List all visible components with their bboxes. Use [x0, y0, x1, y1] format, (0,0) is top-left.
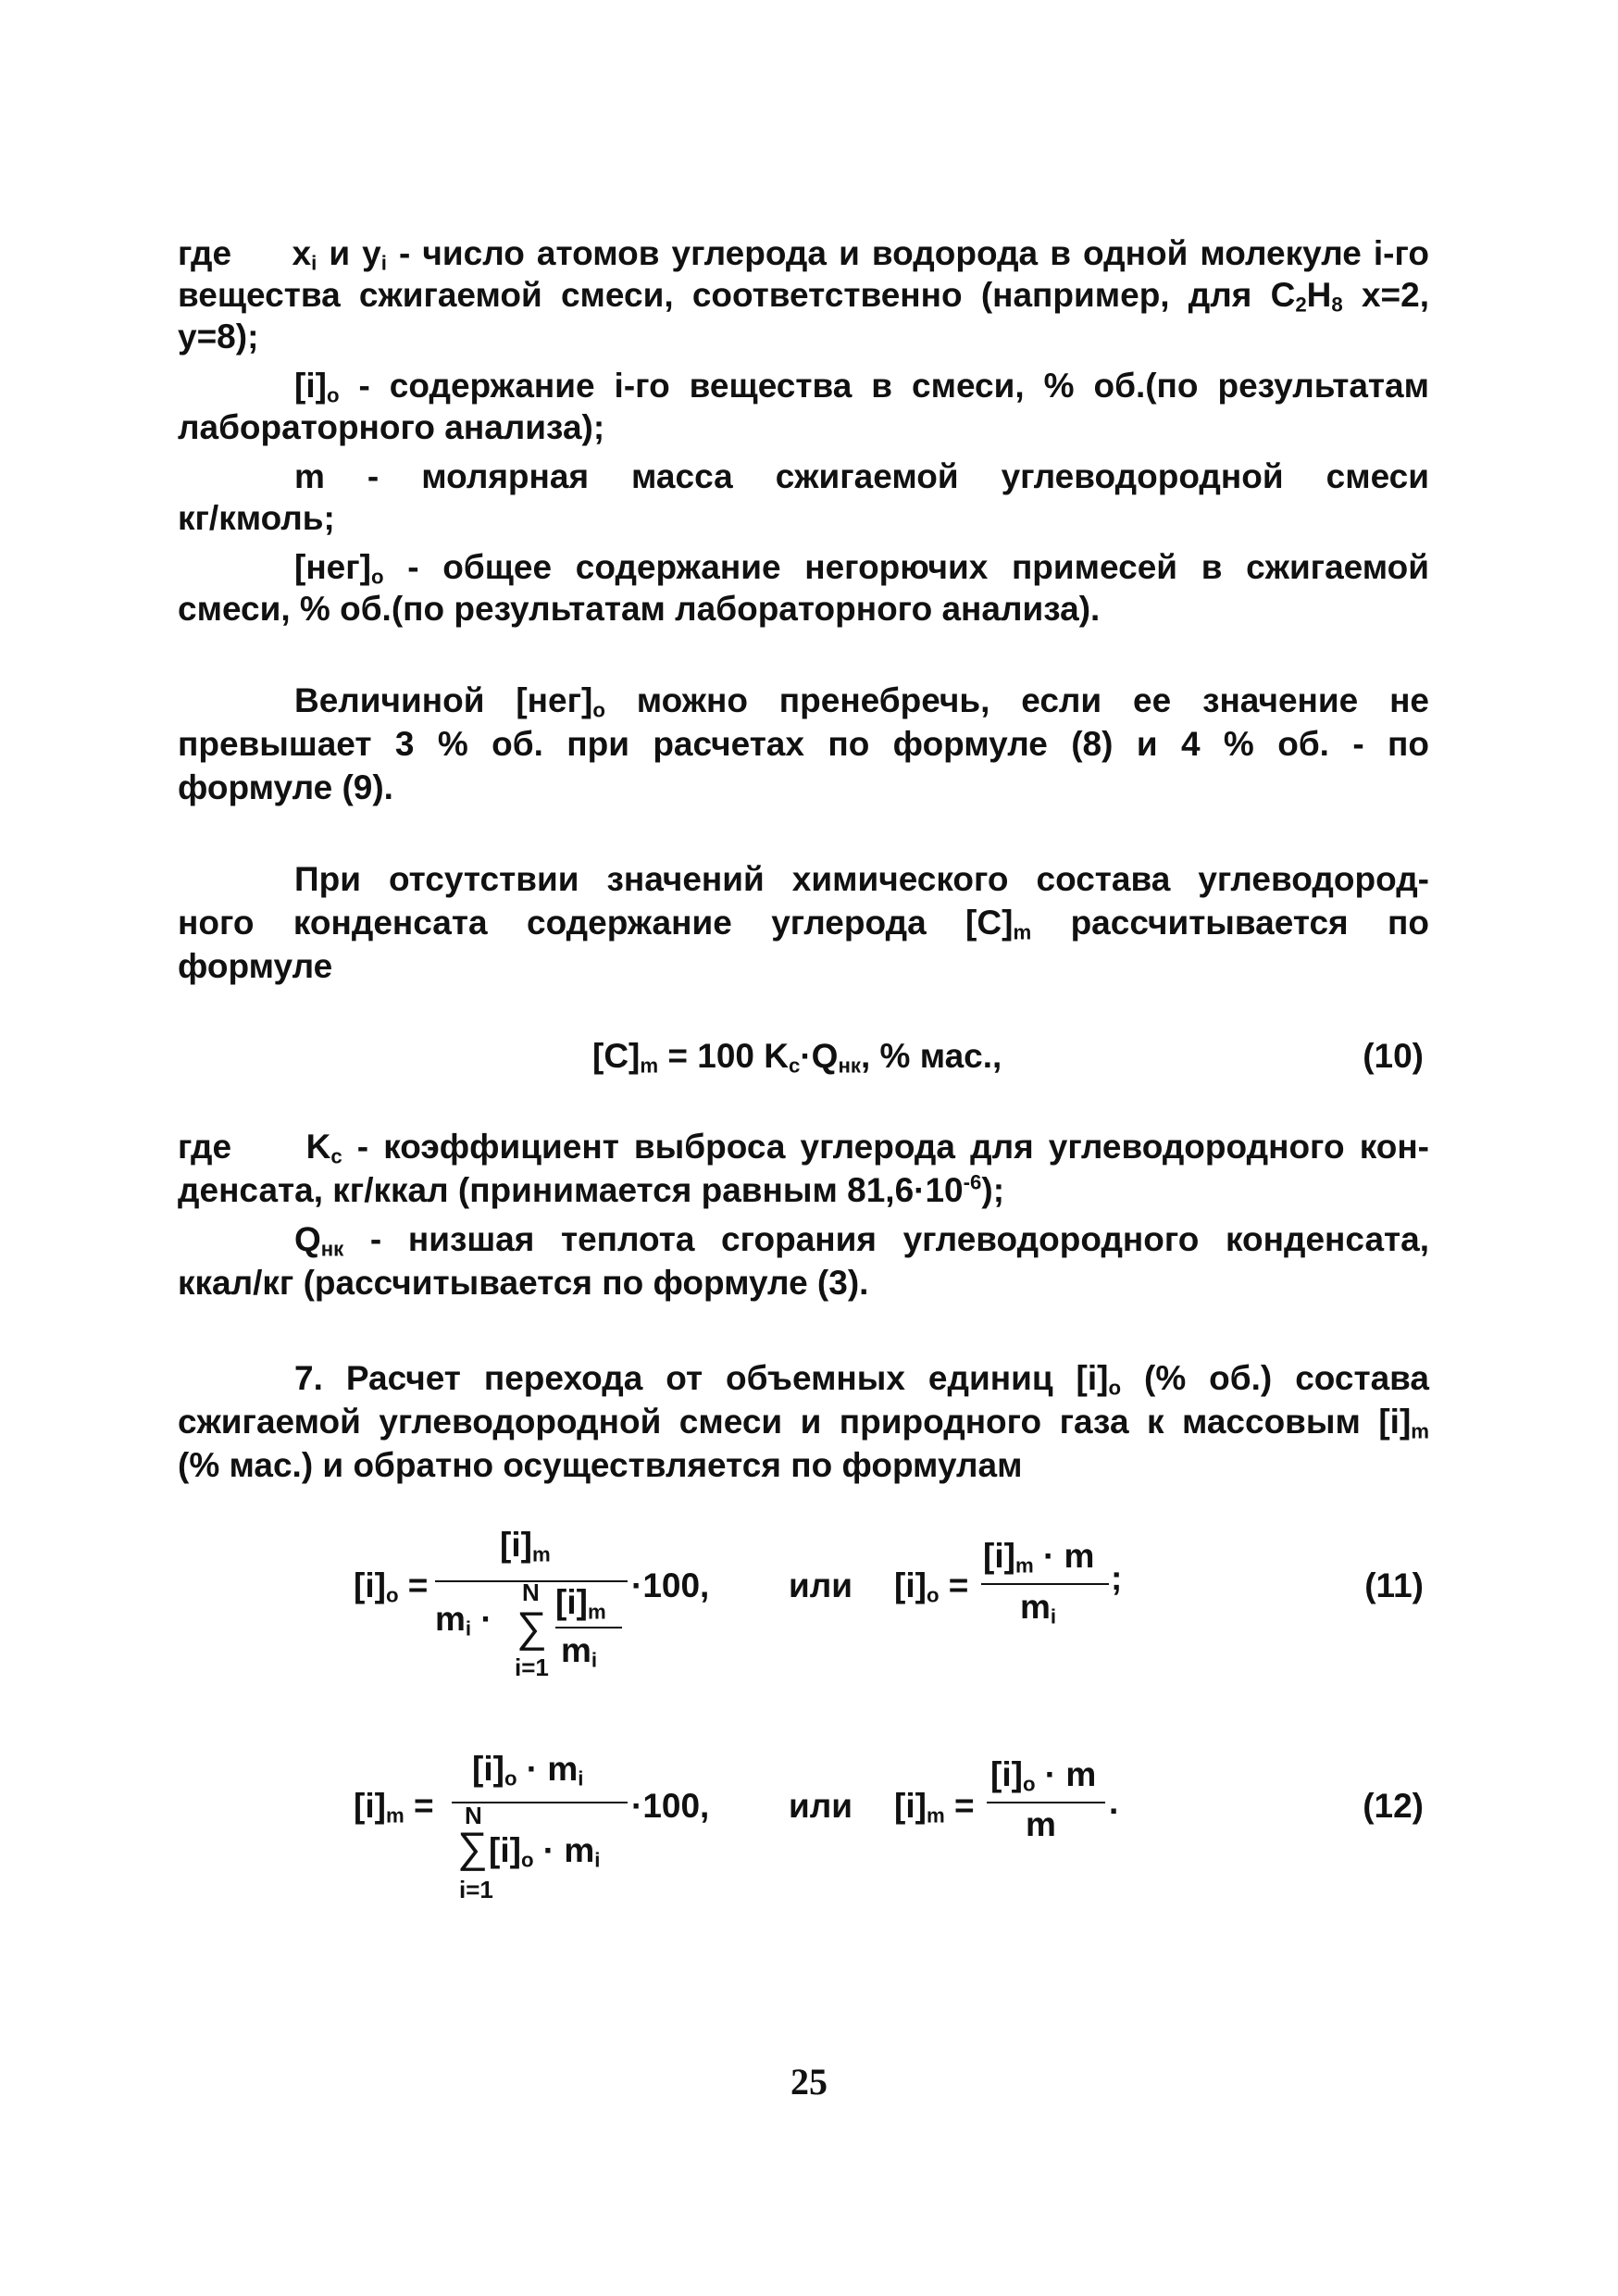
- equation-10: [592, 1037, 1002, 1079]
- def-xy-line-2: [178, 275, 1429, 318]
- eq11-rhs-lhs: [894, 1566, 968, 1608]
- sub-m: m: [385, 1803, 404, 1828]
- var-m: · m: [533, 1831, 595, 1869]
- sub: 2: [1295, 293, 1307, 317]
- def-text: x=2,: [1342, 276, 1429, 314]
- var-i: [i]: [489, 1831, 521, 1869]
- var-i: [i]: [472, 1750, 504, 1788]
- word-or: или: [789, 1787, 853, 1825]
- sub-i: i: [578, 1766, 584, 1791]
- eq-text: = 100 K: [658, 1037, 790, 1075]
- sub-m: m: [1013, 920, 1032, 944]
- sub-o: o: [504, 1766, 517, 1791]
- p3-line-2: [178, 903, 1429, 945]
- def-xy-line-3: y=8);: [178, 318, 259, 356]
- sub-m: m: [531, 1542, 551, 1566]
- p2-line-3: формуле (9).: [178, 768, 393, 806]
- eq11-inner-bar: [555, 1627, 622, 1628]
- eq11-rhs-bar: [981, 1583, 1109, 1585]
- eq11-den-m: [435, 1600, 492, 1641]
- var-m: · m: [1035, 1755, 1097, 1793]
- sub-m: m: [640, 1054, 659, 1078]
- period: .: [1109, 1783, 1119, 1821]
- var-i: [i]: [354, 1787, 386, 1825]
- sub-o: o: [592, 698, 605, 722]
- p5-line-1: [294, 1358, 1429, 1401]
- sub-i: i: [380, 251, 387, 275]
- eq12-rhs-bar: [987, 1802, 1105, 1803]
- semicolon: ;: [1111, 1559, 1123, 1597]
- eq12-denominator: [489, 1831, 600, 1873]
- chem-h: H: [1306, 276, 1332, 314]
- eq11-numerator: [500, 1526, 551, 1567]
- dot-operator: ·: [480, 1600, 492, 1638]
- var-i: [i]: [294, 367, 327, 405]
- var-i: [i]: [983, 1537, 1015, 1575]
- p4-line-2: [178, 1170, 1429, 1211]
- sub-o: o: [326, 383, 340, 407]
- sub-c: c: [330, 1144, 342, 1168]
- var-i: [i]: [555, 1583, 588, 1621]
- var-m: · m: [1033, 1537, 1095, 1575]
- sub-m: m: [587, 1600, 606, 1624]
- def-xy-line-1: [178, 233, 1429, 276]
- equals-sign: =: [407, 1566, 429, 1604]
- def-io-line-1: [294, 366, 1429, 408]
- var-q: Q: [294, 1220, 321, 1258]
- equals-sign: =: [948, 1566, 969, 1604]
- word-gde: где: [178, 1128, 232, 1166]
- def-text: - низшая теплота сгорания углеводородного конденсата,: [343, 1220, 1429, 1258]
- var-m: · m: [517, 1750, 579, 1788]
- def-neg-line-2: смеси, % об.(по результатам лабораторного анализа).: [178, 590, 1101, 628]
- sub-i: i: [465, 1616, 472, 1641]
- def-text: вещества сжигаемой смеси, соответственно (например, для C: [178, 276, 1296, 314]
- sub-o: o: [520, 1848, 534, 1872]
- sub-o: o: [385, 1583, 399, 1607]
- sum-upper-limit: N: [522, 1578, 540, 1606]
- def-text: );: [981, 1171, 1005, 1209]
- eq11-lhs: [354, 1566, 428, 1608]
- sum-lower-limit: i=1: [515, 1653, 549, 1681]
- eq-text: ·Q: [800, 1037, 839, 1075]
- def-text: - содержание i-го вещества в смеси, % об.(по результатам: [339, 367, 1429, 405]
- def-text: - общее содержание негорючих примесей в сжигаемой: [383, 548, 1429, 586]
- sum-upper-limit: N: [465, 1802, 482, 1829]
- var-c: [C]: [592, 1037, 641, 1075]
- def-m-line-1: m - молярная масса сжигаемой углеводородной смеси: [294, 457, 1429, 495]
- equation-number-10: (10): [1363, 1037, 1424, 1075]
- var-i: [i]: [894, 1566, 927, 1604]
- var-i: [i]: [990, 1755, 1023, 1793]
- text: можно пренебречь, если ее значение не: [604, 681, 1429, 719]
- text: (% об.) состава: [1121, 1359, 1429, 1397]
- p3-line-3: формуле: [178, 947, 333, 985]
- eq11-rhs-num: [983, 1537, 1094, 1578]
- sigma-symbol: ∑: [517, 1603, 547, 1651]
- var-i: [i]: [894, 1787, 927, 1825]
- def-m-line-2: кг/кмоль;: [178, 499, 335, 537]
- text: рассчитывается по: [1031, 904, 1429, 942]
- p2-line-2: превышает 3 % об. при расчетах по формуле (8) и 4 % об. - по: [178, 725, 1429, 763]
- p4-line-3: [294, 1219, 1429, 1262]
- var-k: K: [305, 1128, 331, 1166]
- word-gde: где: [178, 234, 232, 272]
- var-i: [i]: [354, 1566, 386, 1604]
- sum-lower-limit: i=1: [459, 1876, 493, 1903]
- eq12-rhs-lhs: [894, 1787, 975, 1828]
- eq11-times-100: ·100,: [631, 1566, 710, 1604]
- eq11-inner-num: [555, 1583, 606, 1625]
- text: ного конденсата содержание углерода [C]: [178, 904, 1014, 942]
- sub-o: o: [1022, 1772, 1036, 1796]
- p3-line-1: При отсутствии значений химического состава углеводород-: [294, 860, 1429, 898]
- exponent: -6: [963, 1170, 982, 1194]
- var-x: x: [292, 234, 312, 272]
- text: сжигаемой углеводородной смеси и природного газа к массовым [i]: [178, 1403, 1412, 1441]
- sub-o: o: [926, 1583, 940, 1607]
- sub-i: i: [591, 1648, 598, 1672]
- var-m: m: [435, 1600, 466, 1638]
- var-m: m: [1026, 1805, 1056, 1843]
- sub: 8: [1331, 293, 1343, 317]
- def-text: - число атомов углерода и водорода в одной молекуле i-го: [386, 234, 1429, 272]
- sigma-symbol: ∑: [457, 1823, 488, 1871]
- eq12-numerator: [472, 1750, 583, 1791]
- sub-o: o: [370, 565, 384, 589]
- sub-m: m: [926, 1803, 945, 1828]
- text: Величиной [нег]: [294, 681, 593, 719]
- sub-i: i: [1050, 1604, 1057, 1628]
- def-text: денсата, кг/ккал (принимается равным 81,6·10: [178, 1171, 964, 1209]
- eq12-lhs: [354, 1787, 434, 1828]
- word-or: или: [789, 1566, 853, 1604]
- p4-line-1: [178, 1127, 1429, 1169]
- sub-i: i: [594, 1848, 601, 1872]
- sub-o: o: [1108, 1376, 1122, 1400]
- equation-number-12: (12): [1363, 1787, 1424, 1825]
- var-m: m: [1020, 1588, 1051, 1626]
- var-i: [i]: [500, 1526, 532, 1564]
- sub-nk: нк: [838, 1054, 861, 1078]
- var-y: и y: [317, 234, 381, 272]
- equation-number-11: (11): [1364, 1566, 1424, 1604]
- p2-line-1: [294, 680, 1429, 723]
- sub-m: m: [1411, 1419, 1429, 1443]
- eq12-times-100: ·100,: [631, 1787, 710, 1825]
- def-neg-line-1: [294, 547, 1429, 590]
- sub-c: c: [789, 1054, 801, 1078]
- eq11-rhs-den: [1020, 1588, 1056, 1629]
- var-m: m: [561, 1631, 591, 1669]
- sub-i: i: [311, 251, 317, 275]
- text: 7. Расчет перехода от объемных единиц [i]: [294, 1359, 1109, 1397]
- var-neg: [нег]: [294, 548, 371, 586]
- sub-m: m: [1014, 1554, 1034, 1578]
- page-number: 25: [790, 2061, 828, 2103]
- eq11-inner-den: [561, 1631, 597, 1673]
- def-text: - коэффициент выброса углерода для углеводородного кон-: [342, 1128, 1429, 1166]
- sub-nk: нк: [320, 1237, 344, 1261]
- p5-line-2: [178, 1402, 1429, 1444]
- p5-line-3: (% мас.) и обратно осуществляется по формулам: [178, 1446, 1023, 1484]
- equals-sign: =: [413, 1787, 434, 1825]
- eq-text: , % мас.,: [860, 1037, 1002, 1075]
- def-io-line-2: лабораторного анализа);: [178, 408, 605, 446]
- p4-line-4: ккал/кг (рассчитывается по формуле (3).: [178, 1264, 869, 1302]
- eq12-rhs-num: [990, 1755, 1096, 1797]
- equals-sign: =: [953, 1787, 975, 1825]
